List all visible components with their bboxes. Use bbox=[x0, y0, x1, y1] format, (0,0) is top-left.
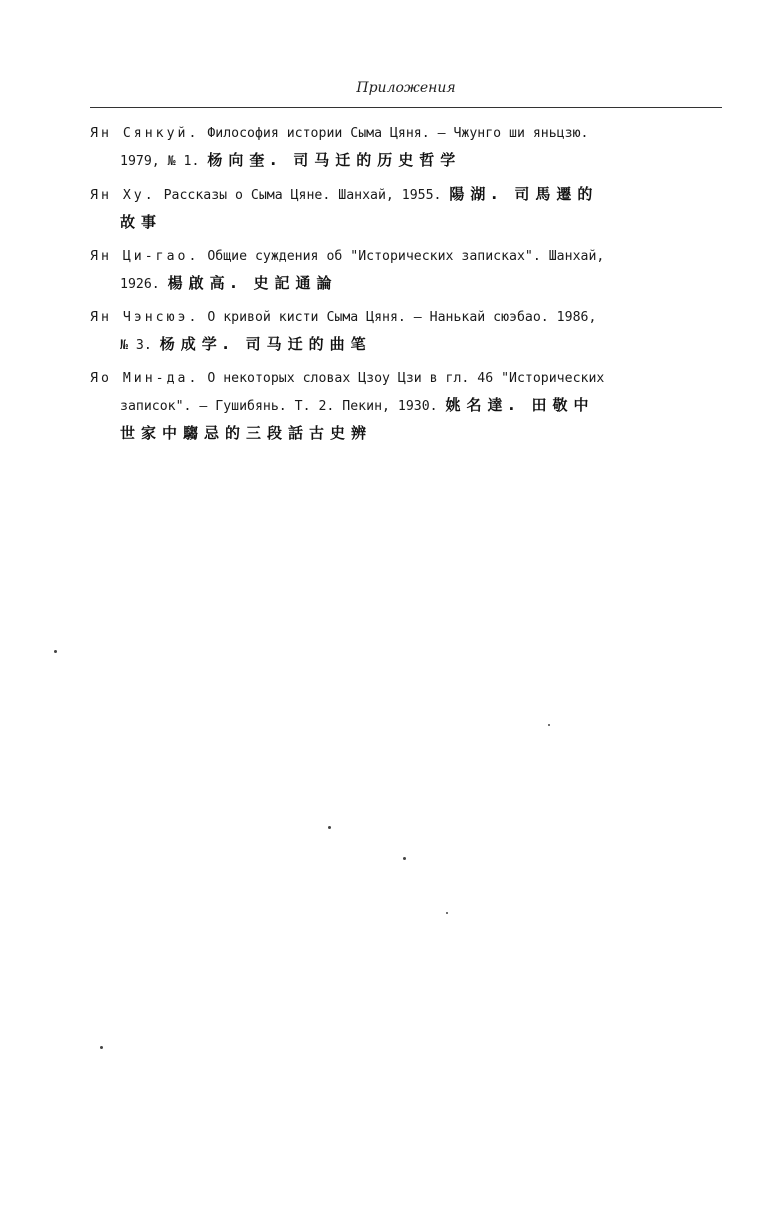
scan-speck bbox=[548, 724, 550, 726]
entry-line bbox=[90, 392, 722, 420]
running-header: Приложения bbox=[356, 80, 456, 96]
entry-line bbox=[90, 120, 722, 147]
entry-author: Ян Ху. bbox=[90, 188, 156, 203]
entry-author: Ян Чэнсюэ. bbox=[90, 310, 200, 325]
entry-author: Яо Мин-да. bbox=[90, 371, 200, 386]
entry-chinese-title: 故事 bbox=[120, 213, 163, 231]
entry-line bbox=[90, 331, 722, 359]
scan-speck bbox=[54, 650, 57, 653]
bibliography-entry bbox=[90, 120, 722, 175]
scan-speck bbox=[446, 912, 448, 914]
entry-text: Рассказы о Сыма Цяне. Шанхай, 1955. bbox=[155, 188, 450, 203]
bibliography-entry bbox=[90, 181, 722, 237]
entry-text: № 3. bbox=[120, 338, 160, 353]
entry-line bbox=[90, 420, 722, 448]
entry-line bbox=[90, 365, 722, 392]
scan-speck bbox=[403, 857, 406, 860]
scan-speck bbox=[100, 1046, 103, 1049]
entry-text: 1979, № 1. bbox=[120, 154, 208, 169]
entry-line bbox=[90, 181, 722, 209]
scan-speck bbox=[328, 826, 331, 829]
bibliography-entry bbox=[90, 304, 722, 359]
entry-line bbox=[90, 270, 722, 298]
entry-chinese-title: 世家中騶忌的三段話古史辨 bbox=[120, 424, 373, 442]
entry-text: Общие суждения об "Исторических записках". Шанхай, bbox=[199, 249, 605, 264]
entry-author: Ян Сянкуй. bbox=[90, 126, 200, 141]
entry-chinese-title: 姚名達. 田敬中 bbox=[445, 396, 595, 414]
bibliography-list bbox=[90, 120, 722, 454]
entry-line bbox=[90, 147, 722, 175]
entry-text: Философия истории Сыма Цяня. — Чжунго ши яньцзю. bbox=[199, 126, 589, 141]
entry-author: Ян Ци-гао. bbox=[90, 249, 200, 264]
entry-chinese-title: 陽湖. 司馬遷的 bbox=[449, 185, 599, 203]
entry-line bbox=[90, 243, 722, 270]
entry-line bbox=[90, 304, 722, 331]
entry-text: записок". — Гушибянь. Т. 2. Пекин, 1930. bbox=[120, 399, 446, 414]
bibliography-entry bbox=[90, 365, 722, 448]
entry-line bbox=[90, 209, 722, 237]
entry-chinese-title: 杨成学. 司马迁的曲笔 bbox=[159, 335, 372, 353]
entry-text: О кривой кисти Сыма Цяня. — Нанькай сюэбао. 1986, bbox=[199, 310, 597, 325]
entry-text: 1926. bbox=[120, 277, 168, 292]
header-rule bbox=[90, 107, 722, 108]
entry-chinese-title: 杨向奎. 司马迁的历史哲学 bbox=[207, 151, 462, 169]
entry-text: О некоторых словах Цзоу Цзи в гл. 46 "Исторических bbox=[199, 371, 605, 386]
entry-chinese-title: 楊啟高. 史記通論 bbox=[167, 274, 338, 292]
bibliography-entry bbox=[90, 243, 722, 298]
